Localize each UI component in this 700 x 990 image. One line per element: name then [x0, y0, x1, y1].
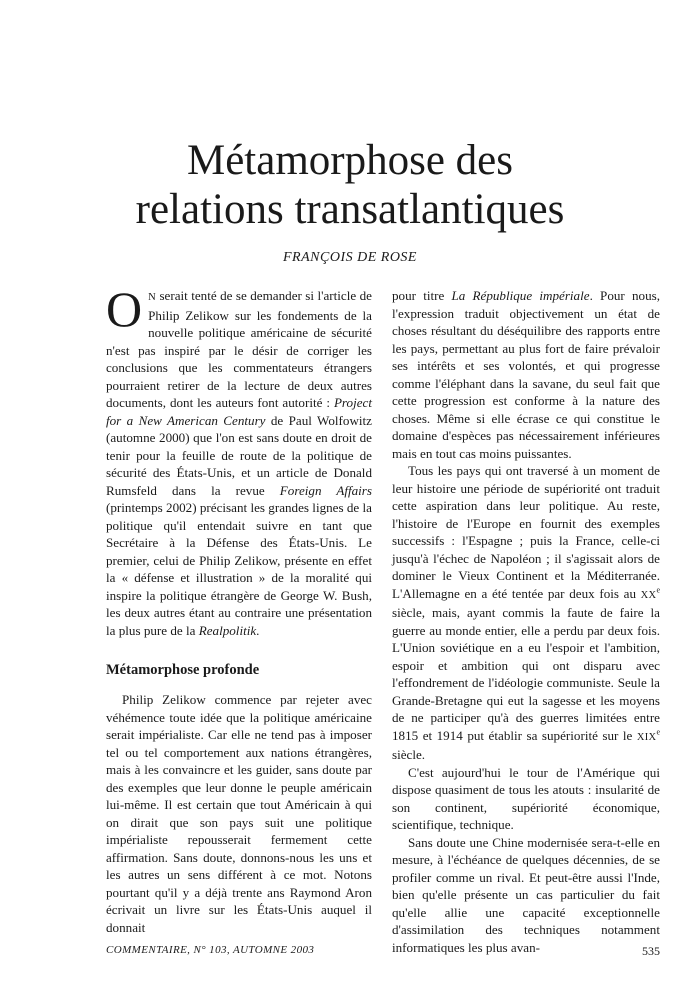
drop-cap: O [106, 281, 143, 337]
century-20-sup: e [656, 585, 660, 595]
century-19: XIX [636, 731, 657, 743]
intro-text-2: de Paul Wolfowitz (automne 2000) que l'on est sans doute en droit de tenir pour la feuille de route de la politique de sécurité des États-Unis, et un article de Donald Rumsfeld dans la revue [106, 412, 372, 498]
right-paragraph-3: C'est aujourd'hui le tour de l'Amérique qui dispose quasiment de tous les atouts : insularité de son continent, supériorité économique, scientifique, technique. [392, 764, 660, 832]
author-byline: FRANÇOIS DE ROSE [283, 250, 417, 265]
journal-footer: COMMENTAIRE, N° 103, AUTOMNE 2003 [106, 944, 315, 956]
intro-italic-2: Foreign Affairs [279, 482, 372, 498]
right-column [392, 287, 660, 956]
right-p1-italic: La République impériale [451, 288, 590, 303]
title-line-2: relations transatlantiques [135, 186, 565, 233]
right-paragraph-1 [392, 287, 660, 462]
section-paragraph: Philip Zelikow commence par rejeter avec véhémence toute idée que la politique américaine serait impérialiste. Car elle ne tend pas à imposer tel ou tel comportement aux nations étrangères, mais à les convaincre et les guider, sans doute par des exemples que leur donne le peuple américain lui-même. Il est certain que tout Américain à qui on dirait que son pays suit une politique impérialiste repousserait fermement cette affirmation. Sans doute, donnons-nous les uns et les autres un sens différent à ce mot. Notons pourtant qu'il y a déjà trente ans Raymond Aron écrivait un livre sur les États-Unis auquel il donnait [106, 692, 372, 935]
right-p1-text-b: . Pour nous, l'expression traduit objectivement un état de choses résultant du déséquilibre des rapports entre les pays, permettant au plus fort de faire prévaloir ses intérêts et ses volontés, et qui progresse comme l'éléphant dans la savane, du seul fait que cette progression est conforme à la nature des choses. Même si elle écrase ce qui constitue le domaine d'espèces pas nécessairement inférieures mais en tout cas moins puissantes. [392, 288, 660, 461]
article-title [0, 136, 700, 234]
first-word-rest: N [148, 292, 156, 303]
intro-italic-3: Realpolitik [198, 622, 257, 638]
right-p2-text-a: Tous les pays qui ont traversé à un moment de leur histoire une période de supériorité ont traduit cette aspiration dans leur politique. Au reste, l'histoire de l'Europe en fournit des exemples successifs : l'Espagne ; puis la France, celle-ci jusqu'à l'échec de Napoléon ; il s'agissait alors de dominer le Vieux Continent et la Méditerranée. L'Allemagne en a été tentée par deux fois au [392, 463, 660, 601]
right-p1-text-a: pour titre [392, 288, 452, 303]
right-p2-text-c: siècle. [392, 747, 426, 762]
section-heading: Métamorphose profonde [106, 662, 260, 678]
right-paragraph-2 [392, 462, 660, 764]
century-19-sup: e [656, 727, 660, 737]
century-20: XX [640, 589, 657, 601]
intro-paragraph [106, 281, 372, 639]
right-paragraph-4: Sans doute une Chine modernisée sera-t-elle en mesure, à l'échéance de quelques décennies, de se profiler comme un rival. Et peut-être aussi l'Inde, bien qu'elle présente un cas particulier du fait qu'elle allie une capacité exceptionnelle d'assimilation des techniques notamment informatiques les plus avan- [392, 834, 660, 955]
intro-text-1: serait tenté de se demander si l'article de Philip Zelikow sur les fondements de la nouvelle politique américaine de sécurité n'est pas inspiré par le désir de corriger les conclusions que les commentateurs étrangers pourraient retirer de la lecture de deux autres documents, dont les auteurs font autorité : [106, 288, 372, 410]
page-number: 535 [642, 944, 660, 958]
right-p2-text-b: siècle, mais, ayant commis la faute de faire la guerre au monde entier, elle a perdu par deux fois. L'Union soviétique en a eu l'espoir et l'ambition, espoir et ambition qui ont disparu avec l'effondrement de l'idéologie communiste. Seule la Grande-Bretagne qui eut la sagesse et les moyens de ne participer qu'à des guerres limitées entre 1815 et 1914 put établir sa supériorité sur le [392, 605, 660, 743]
intro-text-3: (printemps 2002) précisant les grandes lignes de la politique qu'il entendait suivre en tant que Secrétaire à la Défense des États-Unis. Le premier, celui de Philip Zelikow, présente en effet la « défense et illustration » de la moralité qui inspire la politique étrangère de George W. Bush, les deux autres étant au contraire une présentation la plus pure de la [106, 500, 372, 638]
intro-italic-1: Project for a New American Century [106, 395, 372, 428]
intro-text-4: . [256, 622, 260, 638]
title-line-1: Métamorphose des [186, 137, 513, 184]
left-column [106, 281, 372, 936]
